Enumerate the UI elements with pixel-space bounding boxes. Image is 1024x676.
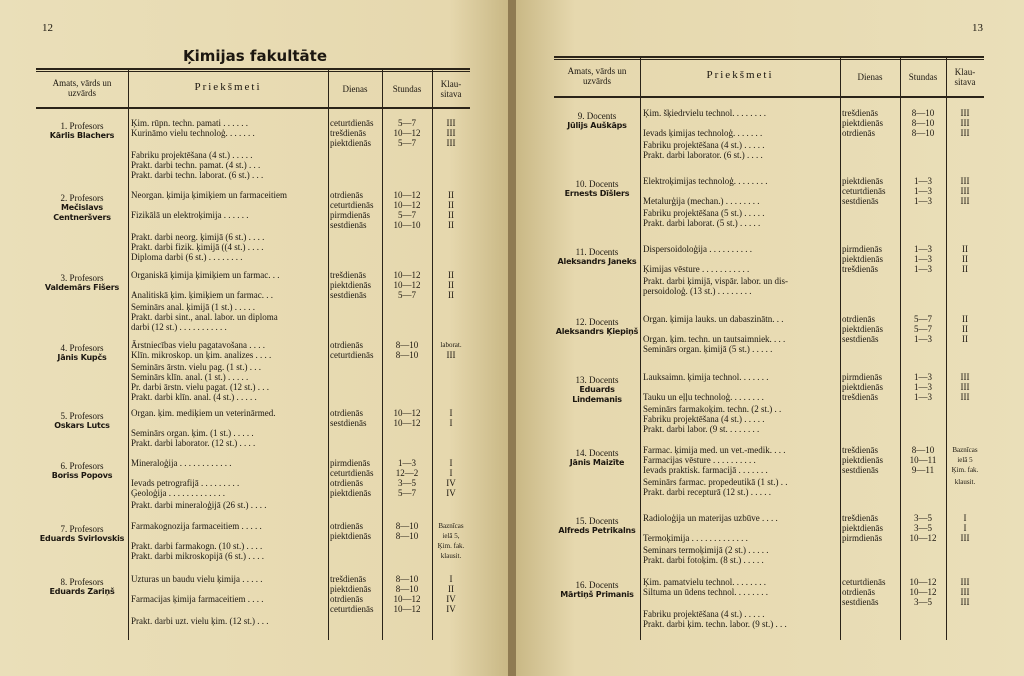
hours-text: 8—10 — [911, 118, 935, 128]
room-text: III — [446, 350, 456, 360]
day-text: otrdienās — [330, 408, 363, 418]
room-text: Baznīcas — [438, 522, 464, 530]
hours-text: 5—7 — [914, 324, 932, 334]
subject-text: Farmacijas vēsture . . . . . . . . . . — [643, 455, 756, 465]
room-text: II — [962, 324, 968, 334]
room-text: II — [448, 584, 454, 594]
subject-text: Ķimijas vēsture . . . . . . . . . . . — [643, 264, 750, 274]
entry-name: Boriss Popovs — [51, 471, 113, 480]
day-text: sestdienās — [842, 196, 879, 206]
room-text: I — [963, 523, 967, 533]
faculty-title: Ķimijas fakultāte — [182, 47, 328, 65]
entry-person — [554, 516, 640, 536]
entry-person — [554, 448, 640, 468]
subject-text: Prakt. darbi sint., anal. labor. un diploma — [131, 312, 278, 322]
entry-name: Mečislavs Centneršvers — [53, 203, 111, 222]
hours-text: 10—12 — [909, 587, 937, 597]
room-text: III — [960, 372, 970, 382]
subject-text: Analitiskā ķim. ķimiķiem un farmac. . . — [131, 290, 273, 300]
subject-text: Prakt. darbi mikroskopijā (6 st.) . . . . — [131, 551, 264, 561]
day-text: piektdienās — [842, 455, 883, 465]
column-rule — [640, 56, 641, 640]
day-text: ceturtdienās — [842, 577, 886, 587]
day-text: pirmdienās — [842, 533, 882, 543]
subject-text: Prakt. darbi labor. (9 st. . . . . . . . — [643, 424, 760, 434]
entry-person — [554, 375, 640, 405]
subject-text: Lauksaimn. ķimija technol. . . . . . . — [643, 372, 769, 382]
room-text: III — [960, 392, 970, 402]
day-text: piektdienās — [842, 523, 883, 533]
room-text: II — [962, 334, 968, 344]
table-top-rule-thin — [36, 71, 470, 72]
day-text: otrdienās — [330, 478, 363, 488]
day-text: piektdienās — [330, 138, 371, 148]
entry-name: Valdemārs Fišers — [44, 283, 120, 292]
day-text: otrdienās — [842, 314, 875, 324]
hours-text: 5—7 — [914, 314, 932, 324]
room-text: ielā 5 — [957, 456, 973, 464]
entry-rank: 5. Profesors — [60, 411, 104, 421]
table-top-rule-thin — [554, 59, 984, 60]
hours-text: 10—12 — [393, 200, 421, 210]
subject-text: Siltuma un ūdens technol. . . . . . . . — [643, 587, 768, 597]
room-text: I — [963, 513, 967, 523]
hours-text: 3—5 — [398, 478, 416, 488]
entry-name: Kārlis Blachers — [49, 131, 115, 140]
room-text: III — [960, 196, 970, 206]
subject-text: Ķim. pamatvielu technol. . . . . . . . — [643, 577, 766, 587]
hours-text: 8—10 — [395, 584, 419, 594]
day-text: trešdienās — [842, 513, 878, 523]
hours-text: 5—7 — [398, 210, 416, 220]
room-text: I — [449, 458, 453, 468]
entry-name: Jānis Maizīte — [569, 458, 625, 467]
room-text: Ķim. fak. — [437, 542, 465, 550]
header-room-line: Klau- — [440, 79, 462, 89]
page-number-right: 13 — [972, 22, 983, 34]
column-rule — [128, 68, 129, 640]
hours-text: 10—12 — [393, 190, 421, 200]
room-text: ielā 5, — [442, 532, 460, 540]
entry-person — [36, 524, 128, 544]
header-bottom-rule — [36, 107, 470, 109]
subject-text: Fabriku projektēšana (4 st.) . . . . . — [643, 609, 765, 619]
day-text: trešdienās — [842, 445, 878, 455]
room-text: II — [962, 254, 968, 264]
hours-text: 10—12 — [393, 418, 421, 428]
subject-text: Termoķimija . . . . . . . . . . . . . — [643, 533, 748, 543]
hours-text: 1—3 — [398, 458, 416, 468]
subject-text: Seminārs klīn. anal. (1 st.) . . . . . — [131, 372, 249, 382]
hours-text: 10—12 — [393, 594, 421, 604]
hours-text: 10—12 — [393, 604, 421, 614]
subject-text: Prakt. darbi laborat. (5 st.) . . . . . — [643, 218, 761, 228]
hours-text: 8—10 — [395, 340, 419, 350]
subject-text: Organ. ķimija lauks. un dabaszinātn. . . — [643, 314, 784, 324]
room-text: III — [960, 597, 970, 607]
subject-text: Farmacijas ķimija farmaceitiem . . . . — [131, 594, 264, 604]
hours-text: 5—7 — [398, 488, 416, 498]
day-text: ceturtdienās — [330, 604, 374, 614]
subject-text: Prakt. darbi techn. pamat. (4 st.) . . . — [131, 160, 261, 170]
hours-text: 10—12 — [909, 533, 937, 543]
subject-text: Dispersoidoloģija . . . . . . . . . . — [643, 244, 752, 254]
hours-text: 9—11 — [911, 465, 935, 475]
subject-text: Prakt. darbi techn. laborat. (6 st.) . . . — [131, 170, 264, 180]
hours-text: 5—7 — [398, 118, 416, 128]
subject-text: Seminārs farmakoķim. techn. (2 st.) . . — [643, 404, 782, 414]
room-text: II — [962, 264, 968, 274]
entry-person — [554, 317, 640, 337]
subject-text: Prakt. darbi neorg. ķimijā (6 st.) . . . . — [131, 232, 265, 242]
room-text: II — [448, 210, 454, 220]
entry-person — [36, 121, 128, 141]
entry-rank: 10. Docents — [575, 179, 619, 189]
hours-text: 5—7 — [398, 290, 416, 300]
header-room — [432, 79, 470, 99]
hours-text: 8—10 — [911, 128, 935, 138]
entry-name: Eduards Zariņš — [49, 587, 115, 596]
subject-text: Diploma darbi (6 st.) . . . . . . . . — [131, 252, 243, 262]
subject-text: Seminārs anal. ķimijā (1 st.) . . . . . — [131, 302, 255, 312]
subject-text: Kurināmo vielu technoloģ. . . . . . . — [131, 128, 255, 138]
room-text: laborat. — [440, 341, 462, 349]
hours-text: 10—10 — [393, 220, 421, 230]
page-number-left: 12 — [42, 22, 53, 34]
day-text: otrdienās — [330, 190, 363, 200]
room-text: IV — [446, 594, 456, 604]
subject-text: Metalurģija (mechan.) . . . . . . . . — [643, 196, 760, 206]
room-text: II — [448, 200, 454, 210]
day-text: otrdienās — [330, 594, 363, 604]
room-text: IV — [446, 478, 456, 488]
column-rule — [840, 56, 841, 640]
hours-text: 1—3 — [914, 186, 932, 196]
subject-text: persoidoloģ. (13 st.) . . . . . . . . — [643, 286, 752, 296]
subject-text: Prakt. darbi fizik. ķimijā ((4 st.) . . . . — [131, 242, 264, 252]
room-text: II — [448, 280, 454, 290]
hours-text: 3—5 — [914, 597, 932, 607]
hours-text: 1—3 — [914, 254, 932, 264]
subject-text: Prakt. darbi recepturā (12 st.) . . . . . — [643, 487, 771, 497]
entry-rank: 11. Docents — [575, 247, 619, 257]
header-person-line: uzvārds — [583, 76, 611, 86]
day-text: sestdienās — [842, 334, 879, 344]
header-room — [946, 67, 984, 87]
entry-rank: 13. Docents — [575, 375, 619, 385]
day-text: pirmdienās — [842, 372, 882, 382]
subject-text: Organ. ķim. mediķiem un veterinārmed. — [131, 408, 276, 418]
room-text: II — [448, 220, 454, 230]
day-text: trešdienās — [330, 270, 366, 280]
room-text: I — [449, 468, 453, 478]
day-text: trešdienās — [842, 392, 878, 402]
hours-text: 1—3 — [914, 264, 932, 274]
subject-text: Prakt. darbi fotoķim. (8 st.) . . . . . — [643, 555, 764, 565]
subject-text: Elektroķimijas technoloģ. . . . . . . . — [643, 176, 768, 186]
hours-text: 1—3 — [914, 244, 932, 254]
subject-text: Seminārs organ. ķim. (1 st.) . . . . . — [131, 428, 254, 438]
day-text: sestdienās — [842, 465, 879, 475]
day-text: ceturtdienās — [842, 186, 886, 196]
entry-person — [36, 193, 128, 223]
entry-rank: 16. Docents — [575, 580, 619, 590]
room-text: II — [448, 290, 454, 300]
subject-text: Ķim. rūpn. techn. pamati . . . . . . — [131, 118, 248, 128]
room-text: Baznīcas — [952, 446, 978, 454]
day-text: piektdienās — [330, 584, 371, 594]
subject-text: Farmac. ķimija med. un vet.-medik. . . . — [643, 445, 786, 455]
subject-text: Tauku un eļļu technoloģ. . . . . . . . — [643, 392, 764, 402]
entry-rank: 1. Profesors — [60, 121, 104, 131]
day-text: piektdienās — [842, 254, 883, 264]
room-text: Ķim. fak. — [951, 466, 979, 474]
day-text: ceturtdienās — [330, 200, 374, 210]
day-text: sestdienās — [330, 220, 367, 230]
header-room-line: Klau- — [954, 67, 976, 77]
room-text: III — [960, 533, 970, 543]
room-text: klausit. — [440, 552, 462, 560]
room-text: III — [960, 118, 970, 128]
hours-text: 8—10 — [395, 574, 419, 584]
subject-text: Seminārs ārstn. vielu pag. (1 st.) . . . — [131, 362, 261, 372]
subject-text: Seminārs farmac. propedeutikā (1 st.) . . — [643, 477, 788, 487]
room-text: II — [962, 314, 968, 324]
subject-text: Prakt. darbi laborator. (12 st.) . . . . — [131, 438, 256, 448]
hours-text: 10—12 — [393, 270, 421, 280]
hours-text: 10—11 — [909, 455, 937, 465]
entry-person — [36, 343, 128, 363]
header-person — [36, 78, 128, 98]
hours-text: 3—5 — [914, 513, 932, 523]
day-text: trešdienās — [842, 264, 878, 274]
day-text: pirmdienās — [330, 458, 370, 468]
day-text: otrdienās — [842, 128, 875, 138]
room-text: II — [448, 270, 454, 280]
subject-text: Radioloģija un materijas uzbūve . . . . — [643, 513, 778, 523]
subject-text: Prakt. darbi klīn. anal. (4 st.) . . . . . — [131, 392, 257, 402]
entry-name: Eduards Lindemanis — [572, 385, 622, 404]
header-person-line: Amats, vārds un — [567, 66, 627, 76]
room-text: klausit. — [954, 478, 976, 486]
column-rule — [946, 56, 947, 640]
entry-person — [554, 111, 640, 131]
hours-text: 1—3 — [914, 372, 932, 382]
room-text: I — [449, 574, 453, 584]
header-subjects: Priekšmeti — [706, 69, 774, 81]
room-text: III — [446, 128, 456, 138]
subject-text: Prakt. darbi ķim. techn. labor. (9 st.) . . . — [643, 619, 787, 629]
day-text: otrdienās — [842, 587, 875, 597]
entry-rank: 12. Docents — [575, 317, 619, 327]
room-text: I — [449, 418, 453, 428]
day-text: trešdienās — [330, 574, 366, 584]
subject-text: Fabriku projektēšana (4 st.) . . . . . — [643, 414, 765, 424]
entry-name: Alfreds Petrikalns — [558, 526, 636, 535]
entry-person — [36, 411, 128, 431]
hours-text: 1—3 — [914, 196, 932, 206]
header-hours: Stundas — [392, 84, 422, 94]
entry-rank: 14. Docents — [575, 448, 619, 458]
room-text: III — [960, 108, 970, 118]
day-text: otrdienās — [330, 521, 363, 531]
entry-rank: 3. Profesors — [60, 273, 104, 283]
entry-name: Oskars Lutcs — [54, 421, 110, 430]
header-person — [554, 66, 640, 86]
book-gutter — [508, 0, 516, 676]
table-top-rule — [554, 56, 984, 58]
hours-text: 8—10 — [911, 445, 935, 455]
entry-name: Jānis Kupčs — [57, 353, 107, 362]
entry-rank: 7. Profesors — [60, 524, 104, 534]
day-text: piektdienās — [330, 531, 371, 541]
day-text: piektdienās — [330, 280, 371, 290]
entry-rank: 2. Profesors — [60, 193, 104, 203]
subject-text: Ievads praktisk. farmacijā . . . . . . . — [643, 465, 768, 475]
entry-person — [554, 580, 640, 600]
subject-text: Fabriku projektēšana (5 st.) . . . . . — [643, 208, 765, 218]
hours-text: 1—3 — [914, 334, 932, 344]
hours-text: 1—3 — [914, 382, 932, 392]
left-page — [0, 0, 510, 676]
room-text: III — [960, 587, 970, 597]
day-text: ceturtdienās — [330, 118, 374, 128]
entry-name: Aleksandrs Janeks — [557, 257, 637, 266]
subject-text: Neorgan. ķimija ķimiķiem un farmaceitiem — [131, 190, 288, 200]
entry-name: Mārtiņš Primanis — [560, 590, 634, 599]
subject-text: Prakt. darbi laborator. (6 st.) . . . . — [643, 150, 763, 160]
subject-text: Prakt. darbi farmakogn. (10 st.) . . . . — [131, 541, 263, 551]
header-person-line: Amats, vārds un — [52, 78, 112, 88]
entry-name: Eduards Svirlovskis — [39, 534, 125, 543]
room-text: III — [960, 176, 970, 186]
room-text: IV — [446, 488, 456, 498]
day-text: sestdienās — [330, 290, 367, 300]
subject-text: Organ. ķim. techn. un tautsaimniek. . . . — [643, 334, 786, 344]
day-text: piektdienās — [842, 324, 883, 334]
day-text: piektdienās — [842, 118, 883, 128]
hours-text: 12—2 — [395, 468, 419, 478]
subject-text: Fizikālā un elektroķimija . . . . . . — [131, 210, 249, 220]
hours-text: 10—12 — [393, 408, 421, 418]
hours-text: 8—10 — [395, 350, 419, 360]
subject-text: Fabriku projektēšana (4 st.) . . . . . — [643, 140, 765, 150]
hours-text: 3—5 — [914, 523, 932, 533]
entry-rank: 9. Docents — [577, 111, 617, 121]
entry-person — [554, 179, 640, 199]
subject-text: Klīn. mikroskop. un ķim. analizes . . . . — [131, 350, 272, 360]
hours-text: 8—10 — [395, 521, 419, 531]
day-text: pirmdienās — [842, 244, 882, 254]
right-page — [514, 0, 1024, 676]
subject-text: Prakt. darbi ķimijā, vispār. labor. un dis- — [643, 276, 788, 286]
room-text: I — [449, 408, 453, 418]
header-days: Dienas — [342, 84, 368, 94]
subject-text: Uzturas un baudu vielu ķimija . . . . . — [131, 574, 263, 584]
subject-text: Ievads ķimijas technoloģ. . . . . . . — [643, 128, 763, 138]
subject-text: Seminars termoķimijā (2 st.) . . . . . — [643, 545, 769, 555]
entry-person — [36, 577, 128, 597]
hours-text: 10—12 — [909, 577, 937, 587]
hours-text: 10—12 — [393, 280, 421, 290]
entry-name: Aleksandrs Ķiepiņš — [555, 327, 639, 336]
column-rule — [328, 68, 329, 640]
hours-text: 8—10 — [911, 108, 935, 118]
day-text: ceturtdienās — [330, 350, 374, 360]
room-text: II — [448, 190, 454, 200]
entry-rank: 8. Profesors — [60, 577, 104, 587]
subject-text: Fabriku projektēšana (4 st.) . . . . . — [131, 150, 253, 160]
entry-rank: 15. Docents — [575, 516, 619, 526]
entry-name: Jūlijs Auškāps — [567, 121, 627, 130]
room-text: III — [446, 138, 456, 148]
header-bottom-rule — [554, 96, 984, 98]
hours-text: 5—7 — [398, 138, 416, 148]
subject-text: Organiskā ķimija ķimiķiem un farmac. . . — [131, 270, 280, 280]
hours-text: 1—3 — [914, 176, 932, 186]
room-text: III — [960, 577, 970, 587]
subject-text: Prakt. darbi mineraloģijā (26 st.) . . . . — [131, 500, 267, 510]
room-text: III — [960, 186, 970, 196]
table-top-rule — [36, 68, 470, 70]
room-text: II — [962, 244, 968, 254]
hours-text: 10—12 — [393, 128, 421, 138]
day-text: trešdienās — [842, 108, 878, 118]
subject-text: Ģeoloģija . . . . . . . . . . . . . — [131, 488, 225, 498]
day-text: sestdienās — [842, 597, 879, 607]
day-text: sestdienās — [330, 418, 367, 428]
subject-text: Pr. darbi ārstn. vielu pagat. (12 st.) . . . — [131, 382, 269, 392]
subject-text: Ķim. šķiedrvielu technol. . . . . . . . — [643, 108, 766, 118]
day-text: piektdienās — [842, 382, 883, 392]
room-text: III — [960, 128, 970, 138]
subject-text: Farmakognozija farmaceitiem . . . . . — [131, 521, 262, 531]
subject-text: Seminārs organ. ķimijā (5 st.) . . . . . — [643, 344, 773, 354]
room-text: III — [960, 382, 970, 392]
subject-text: Ievads petrografijā . . . . . . . . . — [131, 478, 240, 488]
day-text: otrdienās — [330, 340, 363, 350]
room-text: IV — [446, 604, 456, 614]
day-text: piektdienās — [842, 176, 883, 186]
column-rule — [900, 56, 901, 640]
header-person-line: uzvārds — [68, 88, 96, 98]
entry-person — [554, 247, 640, 267]
header-hours: Stundas — [908, 72, 938, 82]
entry-rank: 4. Profesors — [60, 343, 104, 353]
entry-person — [36, 273, 128, 293]
header-days: Dienas — [857, 72, 883, 82]
subject-text: Ārstniecības vielu pagatavošana . . . . — [131, 340, 265, 350]
hours-text: 1—3 — [914, 392, 932, 402]
header-subjects: Priekšmeti — [194, 81, 262, 93]
hours-text: 8—10 — [395, 531, 419, 541]
day-text: trešdienās — [330, 128, 366, 138]
day-text: pirmdienās — [330, 210, 370, 220]
entry-person — [36, 461, 128, 481]
entry-rank: 6. Profesors — [60, 461, 104, 471]
day-text: ceturtdienās — [330, 468, 374, 478]
room-text: III — [446, 118, 456, 128]
subject-text: Mineraloģija . . . . . . . . . . . . — [131, 458, 232, 468]
header-room-line: sitava — [440, 89, 462, 99]
subject-text: darbi (12 st.) . . . . . . . . . . . — [131, 322, 227, 332]
subject-text: Prakt. darbi uzt. vielu ķim. (12 st.) . . . — [131, 616, 269, 626]
header-room-line: sitava — [954, 77, 976, 87]
day-text: piektdienās — [330, 488, 371, 498]
entry-name: Ernests Dīšlers — [564, 189, 630, 198]
